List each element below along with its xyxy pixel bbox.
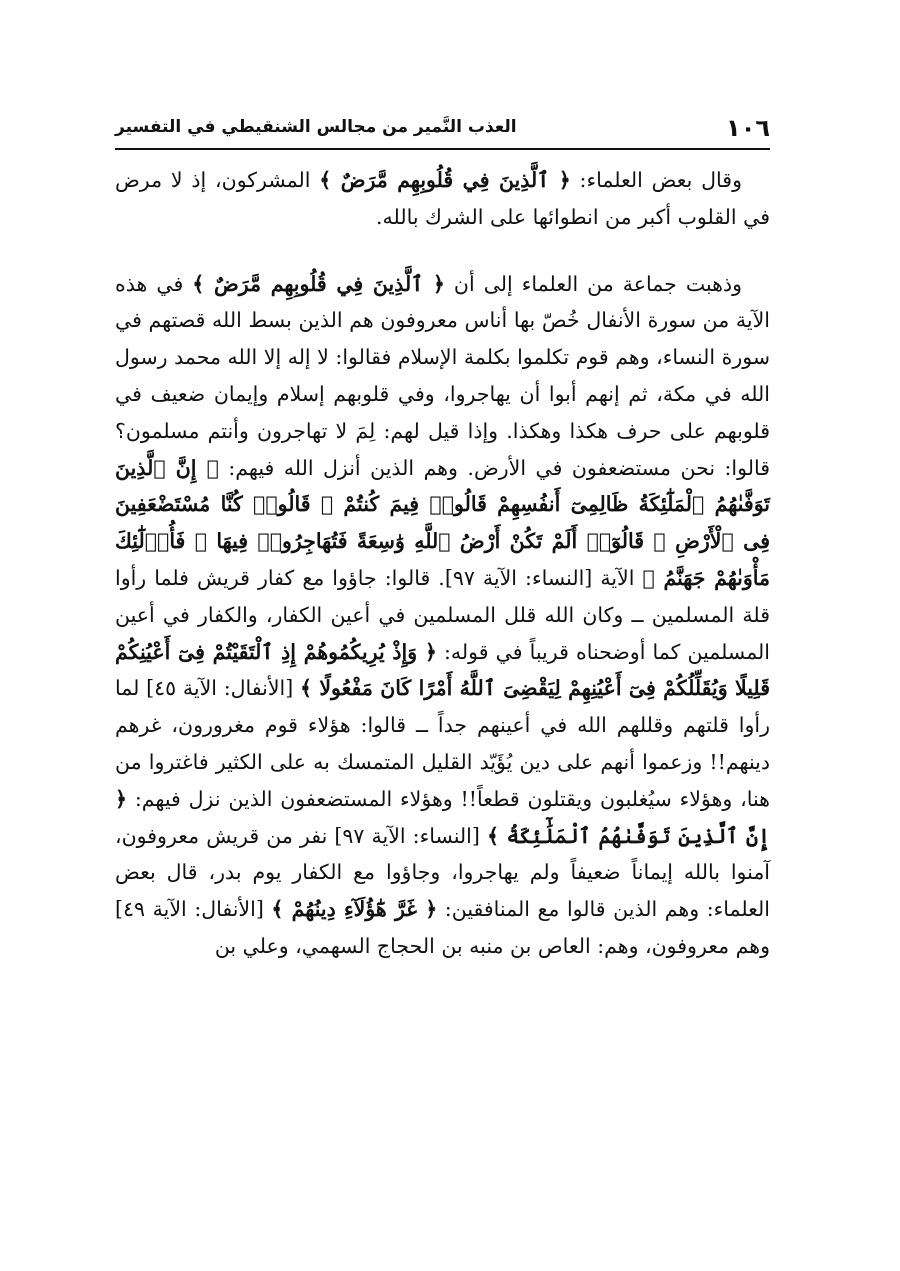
quran-verse: ﴿ إِنَّ ٱلَّذِينَ تَوَفَّىٰهُمُ ٱلْمَلَٰٓئِكَةُ ﴾ (115, 786, 770, 848)
text-segment: وقال بعض العلماء: (570, 168, 742, 192)
page-header (115, 100, 770, 150)
paragraph-2 (115, 266, 770, 965)
quran-verse: ﴿ ٱلَّذِينَ فِي قُلُوبِهِم مَّرَضٌ ﴾ (319, 168, 571, 192)
quran-verse: ﴿ غَرَّ هَٰٓؤُلَآءِ دِينُهُمْ ﴾ (271, 897, 438, 922)
quran-verse: ﴿ وَإِذْ يُرِيكُمُوهُمْ إِذِ ٱلْتَقَيْتُمْ فِىٓ أَعْيُنِكُمْ قَلِيلًا وَيُقَلِّلُكُمْ فِىٓ أَعْيُنِهِمْ لِيَقْضِىَ ٱللَّهُ أَمْرًا كَانَ مَفْعُولًا ﴾ (115, 639, 771, 701)
paragraph-1 (115, 162, 770, 236)
text-segment: وذهبت جماعة من العلماء إلى أن (444, 271, 742, 296)
text-segment: الآية [النساء: الآية ٩٧]. قالوا: جاؤوا مع كفار قريش فلما رأوا قلة المسلمين ــ وكان الله قلل المسلمين في أعين الكفار، والكفار في أعين المسلمين كما أوضحناه قريباً في قوله: (115, 565, 770, 664)
book-page (115, 100, 770, 1220)
text-segment: في هذه الآية من سورة الأنفال خُصّ بها أناس معروفون هم الذين بسط الله قصتهم في سورة النساء، وهم قوم تكلموا بكلمة الإسلام فقالوا: لا إله إلا الله محمد رسول الله في مكة، ثم إنهم أبوا أن يهاجروا، وفي قلوبهم إسلام وإيمان ضعيف في قلوبهم على حرف هكذا وهكذا. وإذا قيل لهم: لِمَ لا تهاجرون وأنتم مسلمون؟ قالوا: نحن مستضعفون في الأرض. وهم الذين أنزل الله فيهم: (115, 271, 770, 480)
page-number: ١٠٦ (726, 114, 770, 142)
running-title: العذب النَّمير من مجالس الشنقيطي في التفسير (115, 117, 517, 137)
text-segment: المشركون، إذ لا مرض في القلوب أكبر من انطوائها على الشرك بالله. (115, 168, 770, 229)
quran-verse: ﴿ ٱلَّذِينَ فِي قُلُوبِهِم مَّرَضٌ ﴾ (192, 271, 445, 296)
text-segment: [النساء: الآية ٩٧] نفر من قريش معروفون، آمنوا بالله إيماناً ضعيفاً ولم يهاجروا، وجاؤوا مع الكفار يوم بدر، قال بعض العلماء: وهم الذين قالوا مع المنافقين: (115, 823, 770, 922)
quran-verse: ﴿ إِنَّ ٱلَّذِينَ تَوَفَّىٰهُمُ ٱلْمَلَٰٓئِكَةُ ظَالِمِىٓ أَنفُسِهِمْ قَالُوا۟ فِيمَ كُنتُمْ ۖ قَالُوا۟ كُنَّا مُسْتَضْعَفِينَ فِى ٱلْأَرْضِ ۚ قَالُوٓا۟ أَلَمْ تَكُنْ أَرْضُ ٱللَّهِ وَٰسِعَةً فَتُهَاجِرُوا۟ فِيهَا ۚ فَأُو۟لَٰٓئِكَ مَأْوَىٰهُمْ جَهَنَّمُ ﴾ (115, 455, 771, 590)
body-text (115, 162, 770, 965)
text-segment: [الأنفال: الآية ٤٩] وهم معروفون، وهم: العاص بن منبه بن الحجاج السهمي، وعلي بن (115, 897, 770, 958)
text-segment: [الأنفال: الآية ٤٥] لما رأوا قلتهم وقللهم الله في أعينهم جداً ــ قالوا: هؤلاء قوم مغرورون، غرهم دينهم!! وزعموا أنهم على دين يُؤَيّد القليل المتمسك به على الكثير فاغتروا من هنا، وهؤلاء سيُغلبون ويقتلون قطعاً!! وهؤلاء المستضعفون الذين نزل فيهم: (115, 676, 770, 811)
